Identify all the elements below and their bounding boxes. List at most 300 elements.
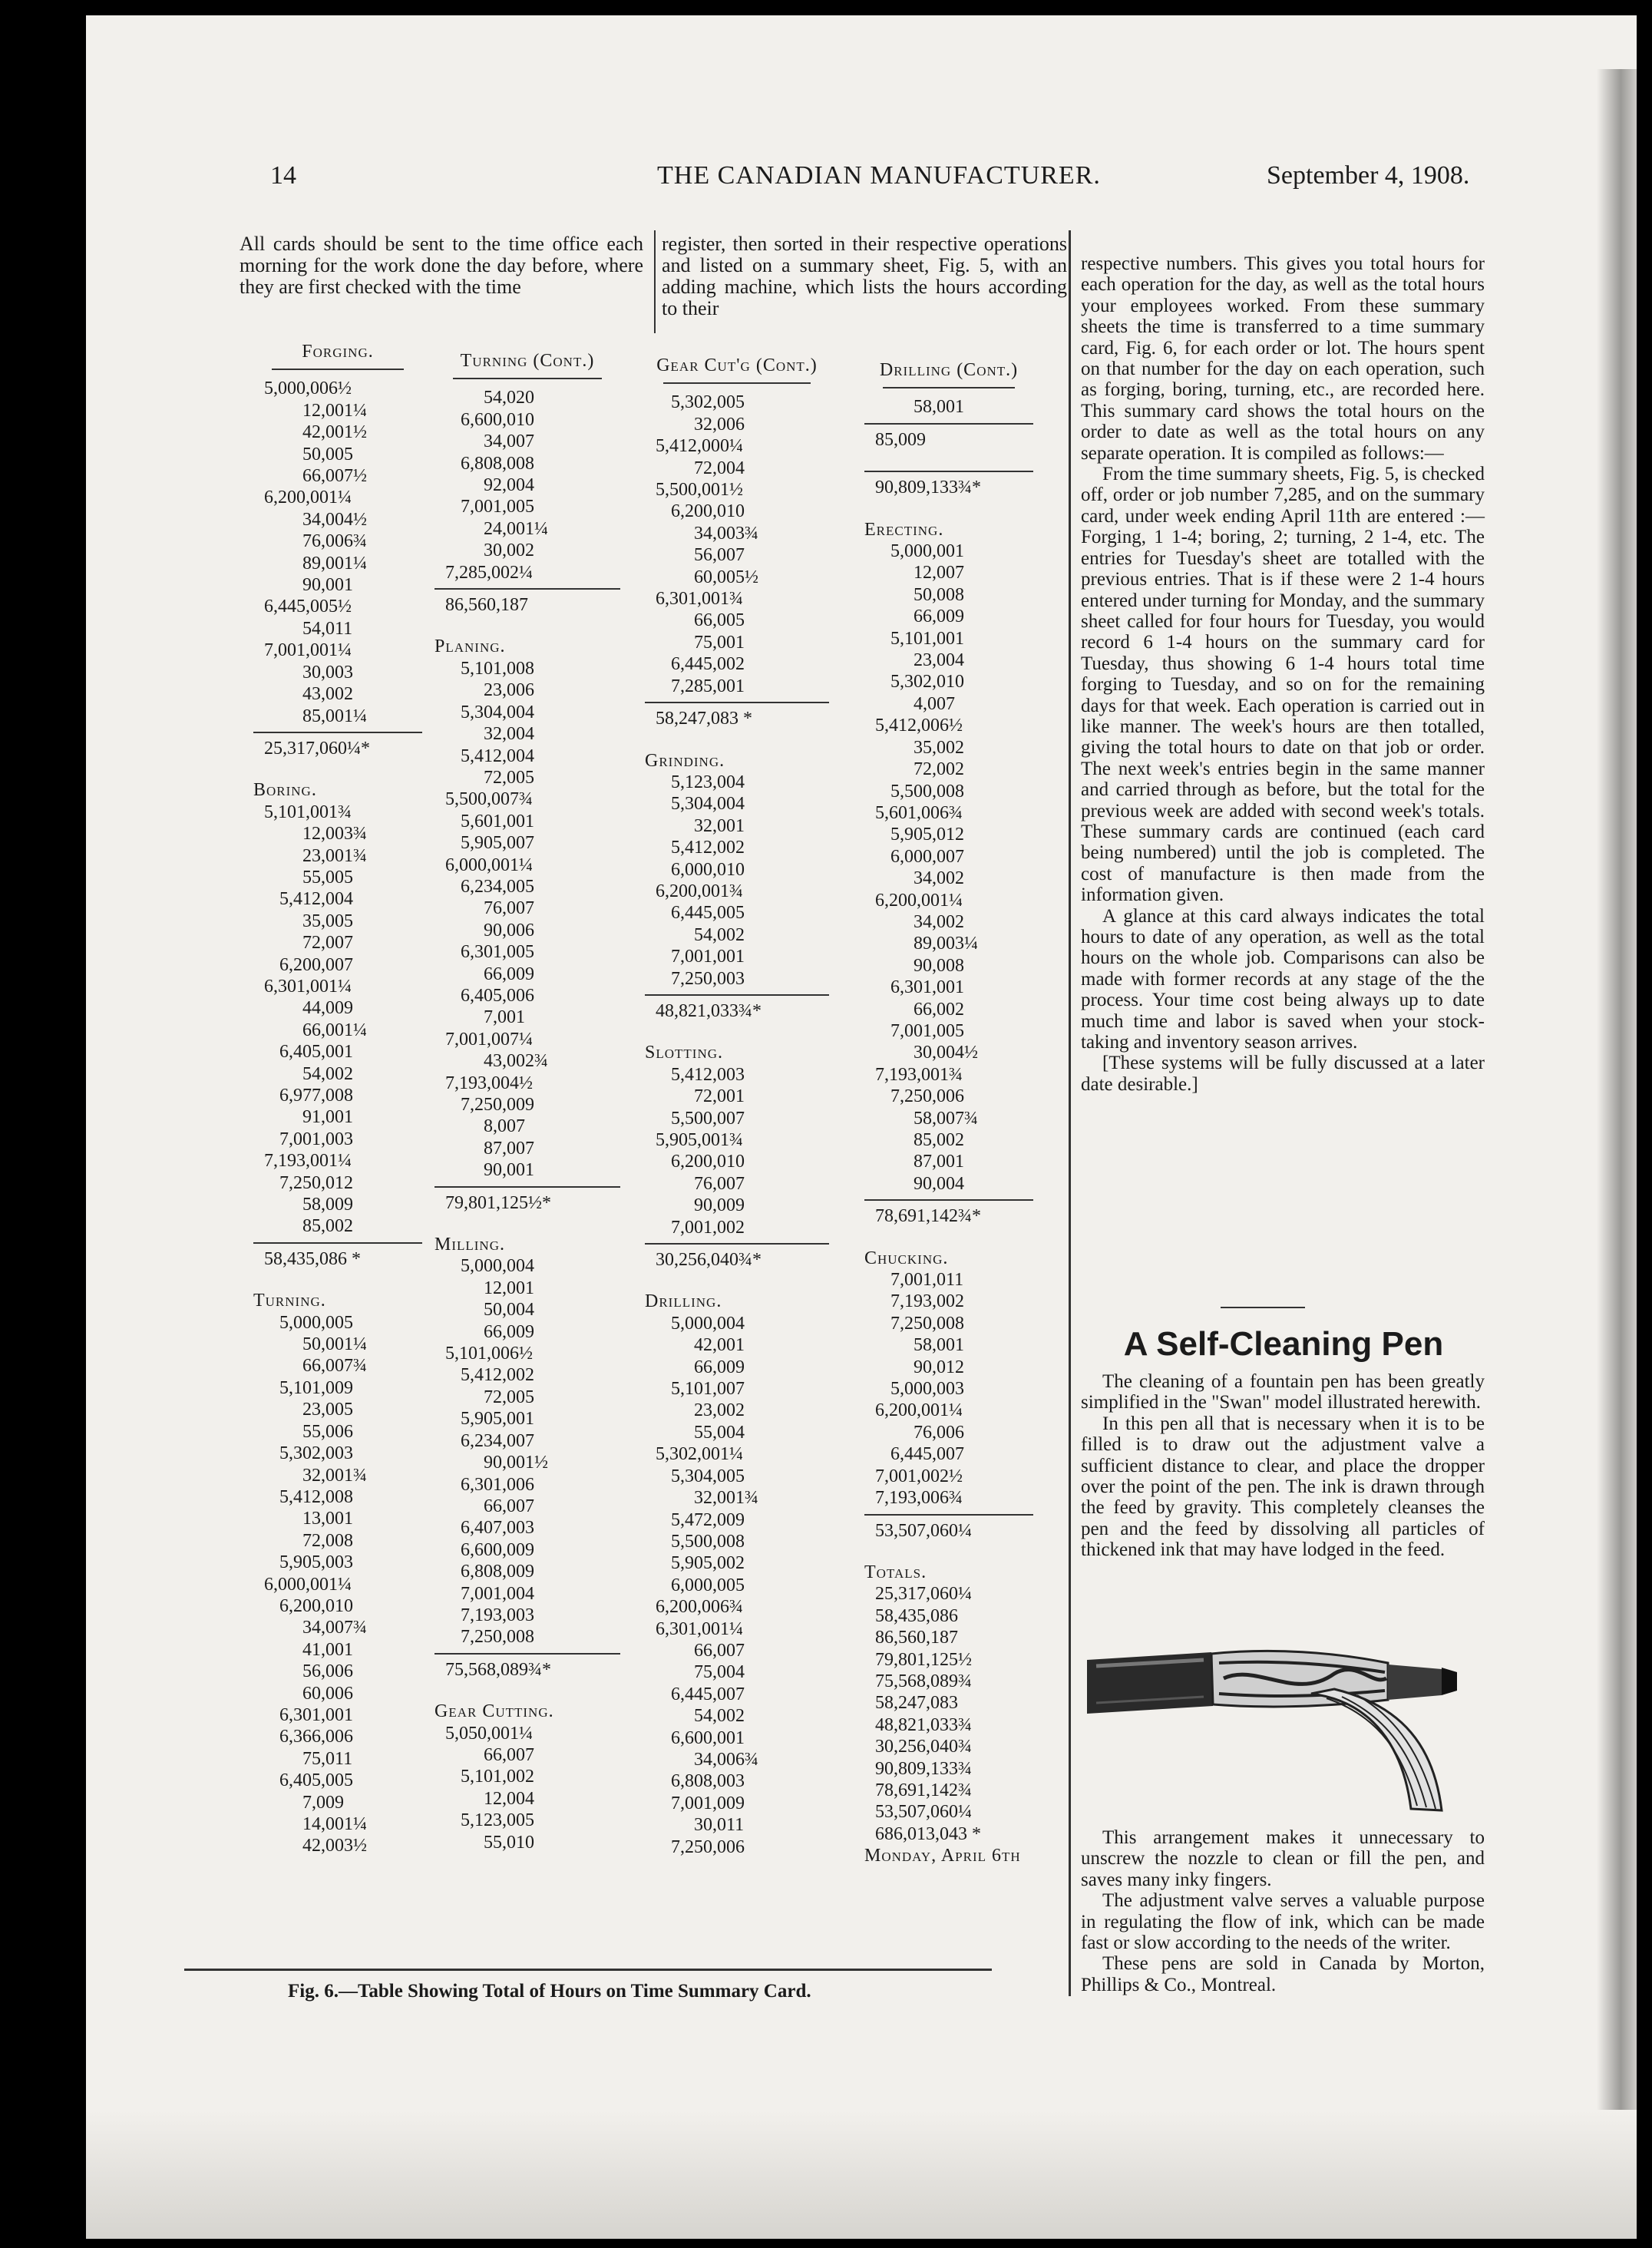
- hours-value: 7,193,006¾: [875, 1488, 963, 1509]
- heading-rule: [883, 387, 1015, 388]
- section-total: 90,809,133¾*: [875, 478, 981, 498]
- total-rule: [253, 732, 422, 733]
- hours-value: 54,020: [484, 388, 534, 408]
- hours-value: 72,005: [484, 767, 534, 788]
- hours-value: 90,809,133¾: [875, 1758, 972, 1779]
- section-heading: Drilling.: [645, 1291, 722, 1312]
- page-number: 14: [270, 161, 296, 190]
- hours-value: 30,011: [694, 1815, 745, 1836]
- hours-value: 6,407,003: [461, 1518, 534, 1539]
- total-rule: [434, 1653, 620, 1655]
- hours-value: 5,412,006½: [875, 716, 963, 736]
- section-total: 48,821,033¾*: [656, 1000, 762, 1021]
- hours-value: 58,247,083: [875, 1693, 958, 1714]
- hours-value: 66,001¼: [302, 1020, 367, 1040]
- hours-value: 56,007: [694, 545, 745, 566]
- hours-value: 66,009: [484, 964, 534, 984]
- article-paragraph: From the time summary sheets, Fig. 5, is checked off, order or job number 7,285, and on the summary card, under week ending April 11th are entered :—Forging, 1 1-4; boring, 2; turning, 2 1-4, etc. The entries for Tuesday's sheet are totalled with the previous entries. That is if these were 2 1-4 hours entered under turning for Monday, and the summary sheet called for four hours for Tuesday, you would record 6 1-4 hours on the summary card for Tuesday, thus showing 6 1-4 hours total time forging to Tuesday, and so on for the remaining days for that week. Each operation is carried out in like manner. The week's hours are then totalled, giving the total hours to date on that job or order. The next week's entries begin in the same manner and carried through as before, but the total for the previous week are added with second week's totals. These summary cards are continued (each card being numbered) until the job is completed. The cost of manufacture is then made from the information given.: [1081, 464, 1485, 906]
- hours-value: 5,905,002: [671, 1553, 745, 1574]
- hours-value: 6,000,001¼: [264, 1574, 352, 1595]
- hours-value: 35,005: [302, 911, 353, 931]
- hours-value: 89,001¼: [302, 553, 367, 574]
- hours-value: 4,007: [914, 693, 955, 714]
- hours-value: 686,013,043 *: [875, 1823, 981, 1844]
- hours-value: 12,003¾: [302, 824, 367, 845]
- hours-value: 58,009: [302, 1195, 353, 1215]
- hours-value: 5,601,006¾: [875, 802, 963, 823]
- hours-value: 6,445,002: [671, 654, 745, 675]
- hours-value: 5,123,004: [671, 772, 745, 792]
- hours-value: 72,005: [484, 1387, 534, 1407]
- total-rule: [864, 1514, 1033, 1516]
- total-rule: [864, 423, 1033, 425]
- hours-value: 85,001¼: [302, 706, 367, 726]
- article-paragraph: respective numbers. This gives you total hours for each operation for the day, as well as the total hours your employees worked. From these summary sheets the time is transferred to a time summary card, Fig. 6, for each order or lot. The hours spent on that number for the day on each operation, such as forging, boring, turning, etc., are recorded here. This summary card shows the total hours on the order to date as well as the total hours on any separate operation. It is compiled as follows:—: [1081, 253, 1485, 464]
- hours-value: 66,005: [694, 610, 745, 631]
- hours-value: 50,005: [302, 444, 353, 464]
- issue-date: September 4, 1908.: [1267, 161, 1470, 190]
- hours-value: 6,445,007: [671, 1684, 745, 1704]
- hours-value: 34,003¾: [694, 523, 758, 544]
- hours-value: 5,101,002: [461, 1767, 534, 1787]
- hours-value: 7,250,006: [890, 1086, 964, 1107]
- hours-value: 66,007½: [302, 466, 367, 487]
- article-paragraph: These pens are sold in Canada by Morton, Phillips & Co., Montreal.: [1081, 1953, 1485, 1995]
- hours-value: 7,009: [302, 1792, 344, 1813]
- hours-value: 42,001: [694, 1335, 745, 1356]
- hours-value: 7,285,002¼: [445, 562, 533, 583]
- page-right-edge: [1597, 69, 1637, 2239]
- hours-value: 6,301,001¼: [656, 1618, 743, 1639]
- hours-table-column-3: [645, 355, 829, 1858]
- hours-value: 72,002: [914, 759, 964, 780]
- section-total: 25,317,060¼*: [264, 738, 370, 759]
- hours-value: 6,405,005: [279, 1770, 353, 1791]
- intro-column-2: [662, 233, 1067, 319]
- hours-value: 43,002: [302, 684, 353, 705]
- hours-value: 5,101,008: [461, 658, 534, 679]
- hours-value: 58,007¾: [914, 1108, 978, 1129]
- article-paragraph: A glance at this card always indicates the total hours to date of any operation, as well as the total hours on the whole job. Comparisons can also be made with former records at any stage of the the process. Your time cost being always up to date much time and labor is saved when your stock-taking and inventory season arrives.: [1081, 905, 1485, 1053]
- hours-table-column-2: [434, 350, 620, 1853]
- hours-value: 5,000,003: [890, 1379, 964, 1400]
- hours-value: 5,101,001¾: [264, 802, 352, 822]
- hours-value: 5,000,006½: [264, 379, 352, 399]
- hours-value: 90,001½: [484, 1453, 548, 1473]
- hours-value: 6,405,001: [279, 1042, 353, 1063]
- hours-value: 7,250,008: [890, 1313, 964, 1334]
- hours-value: 85,002: [302, 1216, 353, 1237]
- hours-value: 5,302,003: [279, 1443, 353, 1464]
- section-heading: Gear Cutting.: [434, 1701, 554, 1722]
- hours-value: 5,000,001: [890, 541, 964, 562]
- hours-value: 60,006: [302, 1683, 353, 1704]
- hours-value: 55,004: [694, 1422, 745, 1443]
- section-total: 58,435,086 *: [264, 1248, 361, 1269]
- hours-value: 6,200,001¼: [875, 1400, 963, 1421]
- hours-value: 6,200,001¼: [875, 890, 963, 911]
- hours-value: 75,001: [694, 632, 745, 653]
- hours-value: 75,004: [694, 1662, 745, 1683]
- hours-value: 5,000,005: [279, 1312, 353, 1333]
- hours-value: 48,821,033¾: [875, 1714, 972, 1735]
- hours-value: 5,302,001¼: [656, 1444, 743, 1465]
- hours-value: 5,412,000¼: [656, 436, 743, 457]
- hours-value: 5,905,012: [890, 825, 964, 845]
- hours-value: 32,004: [484, 724, 534, 745]
- hours-value: 6,600,001: [671, 1727, 745, 1748]
- section-heading: Forging.: [302, 342, 374, 362]
- hours-value: 78,691,142¾: [875, 1780, 972, 1800]
- hours-value: 6,301,001¾: [656, 589, 743, 610]
- article-paragraph: [These systems will be fully discussed at a later date desirable.]: [1081, 1053, 1485, 1095]
- hours-value: 32,001¾: [302, 1465, 367, 1486]
- hours-value: 6,000,007: [890, 846, 964, 867]
- hours-value: 5,905,007: [461, 833, 534, 854]
- pen-article-body-continued: [1081, 1827, 1485, 1995]
- hours-value: 5,304,005: [671, 1466, 745, 1486]
- hours-value: 87,001: [914, 1152, 964, 1172]
- hours-value: 5,412,004: [279, 889, 353, 910]
- hours-value: 7,250,003: [671, 968, 745, 989]
- hours-value: 6,200,001¾: [656, 881, 743, 901]
- section-heading: Milling.: [434, 1235, 505, 1255]
- hours-value: 54,002: [694, 1706, 745, 1727]
- hours-value: 7,001,001¼: [264, 640, 352, 661]
- hours-value: 5,000,004: [671, 1313, 745, 1334]
- hours-value: 30,003: [302, 662, 353, 683]
- hours-value: 44,009: [302, 998, 353, 1019]
- hours-value: 5,101,006½: [445, 1344, 533, 1364]
- hours-value: 5,500,007¾: [445, 789, 533, 810]
- hours-value: 42,003½: [302, 1836, 367, 1856]
- right-column-article: [1081, 253, 1485, 1095]
- hours-value: 6,301,001: [890, 977, 964, 998]
- hours-value: 7,001,005: [461, 497, 534, 517]
- hours-value: 7,285,001: [671, 676, 745, 696]
- hours-value: 7,193,001¼: [264, 1151, 352, 1172]
- hours-value: 90,004: [914, 1173, 964, 1194]
- column-divider: [654, 230, 656, 333]
- section-total: 75,568,089¾*: [445, 1659, 551, 1680]
- hours-value: 7,001,003: [279, 1129, 353, 1149]
- hours-value: 5,101,007: [671, 1379, 745, 1400]
- hours-value: 87,007: [484, 1138, 534, 1159]
- total-rule: [864, 1199, 1033, 1201]
- hours-value: 56,006: [302, 1661, 353, 1682]
- article-separator-rule: [1221, 1307, 1305, 1308]
- hours-value: 90,012: [914, 1357, 964, 1377]
- hours-value: 90,001: [302, 575, 353, 596]
- hours-value: 6,000,010: [671, 859, 745, 880]
- hours-value: 90,008: [914, 955, 964, 976]
- hours-value: 85,002: [914, 1130, 964, 1150]
- hours-value: 12,004: [484, 1788, 534, 1809]
- heading-rule: [663, 382, 811, 384]
- figure-rule: [184, 1969, 992, 1971]
- hours-value: 32,006: [694, 414, 745, 435]
- hours-value: 53,507,060¼: [875, 1802, 972, 1823]
- hours-value: 5,500,008: [671, 1531, 745, 1552]
- column-divider: [1069, 230, 1071, 1996]
- total-rule: [434, 1186, 620, 1188]
- hours-value: 6,445,005½: [264, 597, 352, 617]
- hours-value: 6,000,001¼: [445, 855, 533, 875]
- hours-value: 5,412,002: [461, 1365, 534, 1386]
- section-total: 79,801,125½*: [445, 1192, 551, 1213]
- hours-value: 6,445,005: [671, 903, 745, 924]
- hours-value: 66,009: [694, 1357, 745, 1377]
- hours-value: 5,905,001¾: [656, 1130, 743, 1150]
- hours-value: 7,001,002½: [875, 1466, 963, 1486]
- hours-value: 6,301,001¼: [264, 976, 352, 997]
- section-heading: Planing.: [434, 636, 506, 657]
- hours-value: 34,006¾: [694, 1749, 758, 1770]
- hours-value: 66,007: [484, 1496, 534, 1516]
- hours-value: 5,500,001½: [656, 480, 743, 501]
- fountain-pen-illustration: [1081, 1632, 1480, 1817]
- hours-value: 6,808,008: [461, 453, 534, 474]
- hours-value: 89,003¼: [914, 934, 978, 954]
- hours-value: 7,001,007¼: [445, 1029, 533, 1050]
- total-rule: [645, 994, 829, 996]
- hours-value: 5,500,008: [890, 781, 964, 802]
- pen-article-body: [1081, 1371, 1485, 1561]
- section-total: 30,256,040¾*: [656, 1250, 762, 1271]
- hours-value: 24,001¼: [484, 518, 548, 539]
- section-total: 78,691,142¾*: [875, 1206, 981, 1227]
- hours-value: 30,002: [484, 541, 534, 561]
- hours-value: 5,472,009: [671, 1509, 745, 1530]
- intro-paragraph: All cards should be sent to the time office each morning for the work done the day before, where they are first checked with the time: [240, 233, 643, 298]
- hours-value: 32,001¾: [694, 1488, 758, 1509]
- section-total: 53,507,060¼: [875, 1520, 972, 1541]
- hours-value: 66,007¾: [302, 1356, 367, 1377]
- hours-value: 6,808,003: [671, 1771, 745, 1792]
- article-paragraph: This arrangement makes it unnecessary to unscrew the nozzle to clean or fill the pen, and saves many inky fingers.: [1081, 1827, 1485, 1890]
- hours-value: 7,250,008: [461, 1627, 534, 1648]
- hours-value: 12,007: [914, 563, 964, 583]
- section-total: 85,009: [875, 429, 926, 450]
- hours-value: 23,006: [484, 680, 534, 701]
- hours-value: 5,500,007: [671, 1108, 745, 1129]
- hours-value: 5,123,005: [461, 1810, 534, 1831]
- section-total: 58,247,083 *: [656, 709, 752, 729]
- hours-value: 91,001: [302, 1107, 353, 1128]
- hours-value: 7,250,009: [461, 1095, 534, 1115]
- hours-value: 23,001¾: [302, 845, 367, 866]
- hours-value: 50,008: [914, 584, 964, 605]
- section-heading: Slotting.: [645, 1043, 723, 1063]
- hours-value: 90,006: [484, 920, 534, 941]
- figure-caption: Fig. 6.—Table Showing Total of Hours on Time Summary Card.: [288, 1981, 811, 2002]
- hours-value: 58,001: [914, 397, 964, 418]
- hours-value: 5,000,004: [461, 1256, 534, 1277]
- hours-value: 7,001: [484, 1007, 525, 1028]
- hours-value: 6,366,006: [279, 1727, 353, 1747]
- hours-value: 6,445,007: [890, 1444, 964, 1465]
- hours-value: 58,435,086: [875, 1605, 958, 1626]
- hours-value: 7,193,004½: [445, 1073, 533, 1093]
- hours-value: 30,256,040¾: [875, 1737, 972, 1757]
- hours-value: 34,007: [484, 431, 534, 452]
- hours-value: 75,011: [302, 1748, 353, 1769]
- hours-value: 55,010: [484, 1832, 534, 1853]
- hours-value: 14,001¼: [302, 1814, 367, 1834]
- hours-value: 5,304,004: [671, 794, 745, 815]
- hours-value: 6,234,007: [461, 1430, 534, 1451]
- hours-value: 5,905,003: [279, 1552, 353, 1573]
- section-heading: Boring.: [253, 780, 317, 801]
- hours-value: 5,905,001: [461, 1409, 534, 1430]
- table-footer-date: Monday, April 6th: [864, 1846, 1021, 1866]
- hours-value: 72,004: [694, 458, 745, 478]
- hours-value: 7,001,005: [890, 1020, 964, 1041]
- section-heading: Turning (Cont.): [460, 351, 595, 371]
- hours-value: 6,200,010: [671, 1152, 745, 1172]
- hours-value: 6,200,010: [671, 501, 745, 522]
- hours-value: 5,302,005: [671, 392, 745, 413]
- journal-title: THE CANADIAN MANUFACTURER.: [657, 161, 1101, 190]
- hours-value: 6,200,006¾: [656, 1597, 743, 1618]
- hours-value: 6,600,009: [461, 1539, 534, 1560]
- hours-value: 12,001¼: [302, 400, 367, 421]
- hours-value: 30,004½: [914, 1043, 978, 1063]
- hours-value: 6,000,005: [671, 1575, 745, 1595]
- hours-value: 34,007¾: [302, 1618, 367, 1638]
- hours-value: 66,002: [914, 999, 964, 1020]
- section-heading: Gear Cut'g (Cont.): [656, 355, 818, 375]
- hours-value: 66,009: [484, 1321, 534, 1342]
- hours-value: 7,250,006: [671, 1836, 745, 1857]
- hours-value: 6,301,001: [279, 1704, 353, 1725]
- hours-value: 6,405,006: [461, 985, 534, 1006]
- total-rule: [253, 1242, 422, 1244]
- total-rule: [864, 471, 1033, 472]
- hours-value: 13,001: [302, 1509, 353, 1529]
- hours-value: 75,568,089¾: [875, 1671, 972, 1691]
- hours-value: 5,304,004: [461, 702, 534, 722]
- hours-value: 55,006: [302, 1421, 353, 1442]
- hours-value: 50,001¼: [302, 1334, 367, 1355]
- hours-value: 7,001,009: [671, 1793, 745, 1813]
- article-paragraph: In this pen all that is necessary when it is to be filled is to draw out the adjustment valve a sufficient distance to clear, and place the dropper over the point of the pen. The ink is drawn through the feed by gravity. This completely cleanses the pen and the feed by dissolving all particles of thickened ink that may have lodged in the feed.: [1081, 1413, 1485, 1561]
- hours-value: 5,601,001: [461, 811, 534, 831]
- hours-value: 6,234,005: [461, 876, 534, 897]
- hours-value: 5,302,010: [890, 672, 964, 693]
- hours-value: 35,002: [914, 737, 964, 758]
- hours-value: 25,317,060¼: [875, 1584, 972, 1605]
- hours-value: 76,006¾: [302, 531, 367, 552]
- hours-value: 34,002: [914, 868, 964, 889]
- section-heading: Grinding.: [645, 750, 725, 771]
- hours-value: 60,005½: [694, 567, 758, 587]
- total-rule: [645, 702, 829, 703]
- pen-article-heading: A Self-Cleaning Pen: [1123, 1325, 1444, 1363]
- hours-value: 6,600,010: [461, 409, 534, 430]
- hours-value: 7,193,002: [890, 1291, 964, 1312]
- section-heading: Chucking.: [864, 1248, 949, 1268]
- intro-column-1: [240, 233, 643, 298]
- hours-value: 5,050,001¼: [445, 1723, 533, 1744]
- section-heading: Turning.: [253, 1291, 326, 1311]
- heading-rule: [272, 369, 404, 370]
- hours-value: 7,001,002: [671, 1217, 745, 1238]
- hours-value: 41,001: [302, 1639, 353, 1660]
- hours-value: 55,005: [302, 867, 353, 888]
- hours-value: 6,200,007: [279, 954, 353, 975]
- hours-value: 72,008: [302, 1530, 353, 1551]
- hours-value: 23,002: [694, 1400, 745, 1421]
- hours-value: 43,002¾: [484, 1051, 548, 1072]
- hours-value: 6,808,009: [461, 1562, 534, 1582]
- hours-value: 5,412,002: [671, 838, 745, 858]
- total-rule: [434, 588, 620, 590]
- section-heading: Totals.: [864, 1562, 927, 1582]
- hours-value: 6,301,005: [461, 942, 534, 963]
- total-rule: [645, 1243, 829, 1245]
- hours-value: 79,801,125½: [875, 1649, 972, 1670]
- hours-value: 72,001: [694, 1086, 745, 1107]
- hours-value: 54,011: [302, 618, 353, 639]
- hours-value: 23,004: [914, 650, 964, 671]
- hours-value: 76,006: [914, 1422, 964, 1443]
- hours-value: 5,101,001: [890, 628, 964, 649]
- hours-value: 6,200,010: [279, 1595, 353, 1616]
- hours-value: 86,560,187: [875, 1628, 958, 1648]
- hours-value: 58,001: [914, 1335, 964, 1356]
- hours-value: 66,009: [914, 607, 964, 627]
- hours-value: 90,001: [484, 1160, 534, 1181]
- hours-value: 76,007: [484, 898, 534, 919]
- hours-value: 90,009: [694, 1195, 745, 1216]
- hours-value: 66,007: [484, 1744, 534, 1765]
- hours-table-column-4: [864, 359, 1033, 1867]
- hours-value: 76,007: [694, 1173, 745, 1194]
- hours-value: 8,007: [484, 1116, 525, 1137]
- hours-value: 7,001,011: [890, 1270, 964, 1291]
- heading-rule: [453, 378, 602, 379]
- article-paragraph: The cleaning of a fountain pen has been greatly simplified in the "Swan" model illustrated herewith.: [1081, 1371, 1485, 1413]
- hours-value: 7,001,004: [461, 1583, 534, 1604]
- hours-value: 5,412,004: [461, 745, 534, 766]
- hours-value: 7,250,012: [279, 1172, 353, 1193]
- hours-value: 34,002: [914, 911, 964, 932]
- hours-table-column-1: [253, 341, 422, 1857]
- hours-value: 34,004½: [302, 509, 367, 530]
- hours-value: 5,412,003: [671, 1064, 745, 1085]
- hours-value: 6,301,006: [461, 1474, 534, 1495]
- hours-value: 42,001½: [302, 422, 367, 443]
- hours-value: 66,007: [694, 1640, 745, 1661]
- hours-value: 5,412,008: [279, 1486, 353, 1507]
- hours-value: 6,200,001¼: [264, 488, 352, 508]
- hours-value: 72,007: [302, 933, 353, 954]
- hours-value: 50,004: [484, 1300, 534, 1321]
- hours-value: 54,002: [694, 924, 745, 945]
- hours-value: 32,001: [694, 815, 745, 836]
- hours-value: 23,005: [302, 1400, 353, 1420]
- intro-paragraph: register, then sorted in their respective operations and listed on a summary sheet, Fig. 5, with an adding machine, which lists the hours according to their: [662, 233, 1067, 319]
- section-heading: Erecting.: [864, 519, 944, 540]
- hours-value: 7,193,003: [461, 1605, 534, 1625]
- page-bottom-shadow: [86, 2110, 1637, 2239]
- hours-value: 54,002: [302, 1063, 353, 1084]
- section-heading: Drilling (Cont.): [879, 360, 1019, 380]
- hours-value: 92,004: [484, 475, 534, 496]
- article-paragraph: The adjustment valve serves a valuable purpose in regulating the flow of ink, which can be made fast or slow according to the needs of the writer.: [1081, 1890, 1485, 1954]
- hours-value: 12,001: [484, 1278, 534, 1298]
